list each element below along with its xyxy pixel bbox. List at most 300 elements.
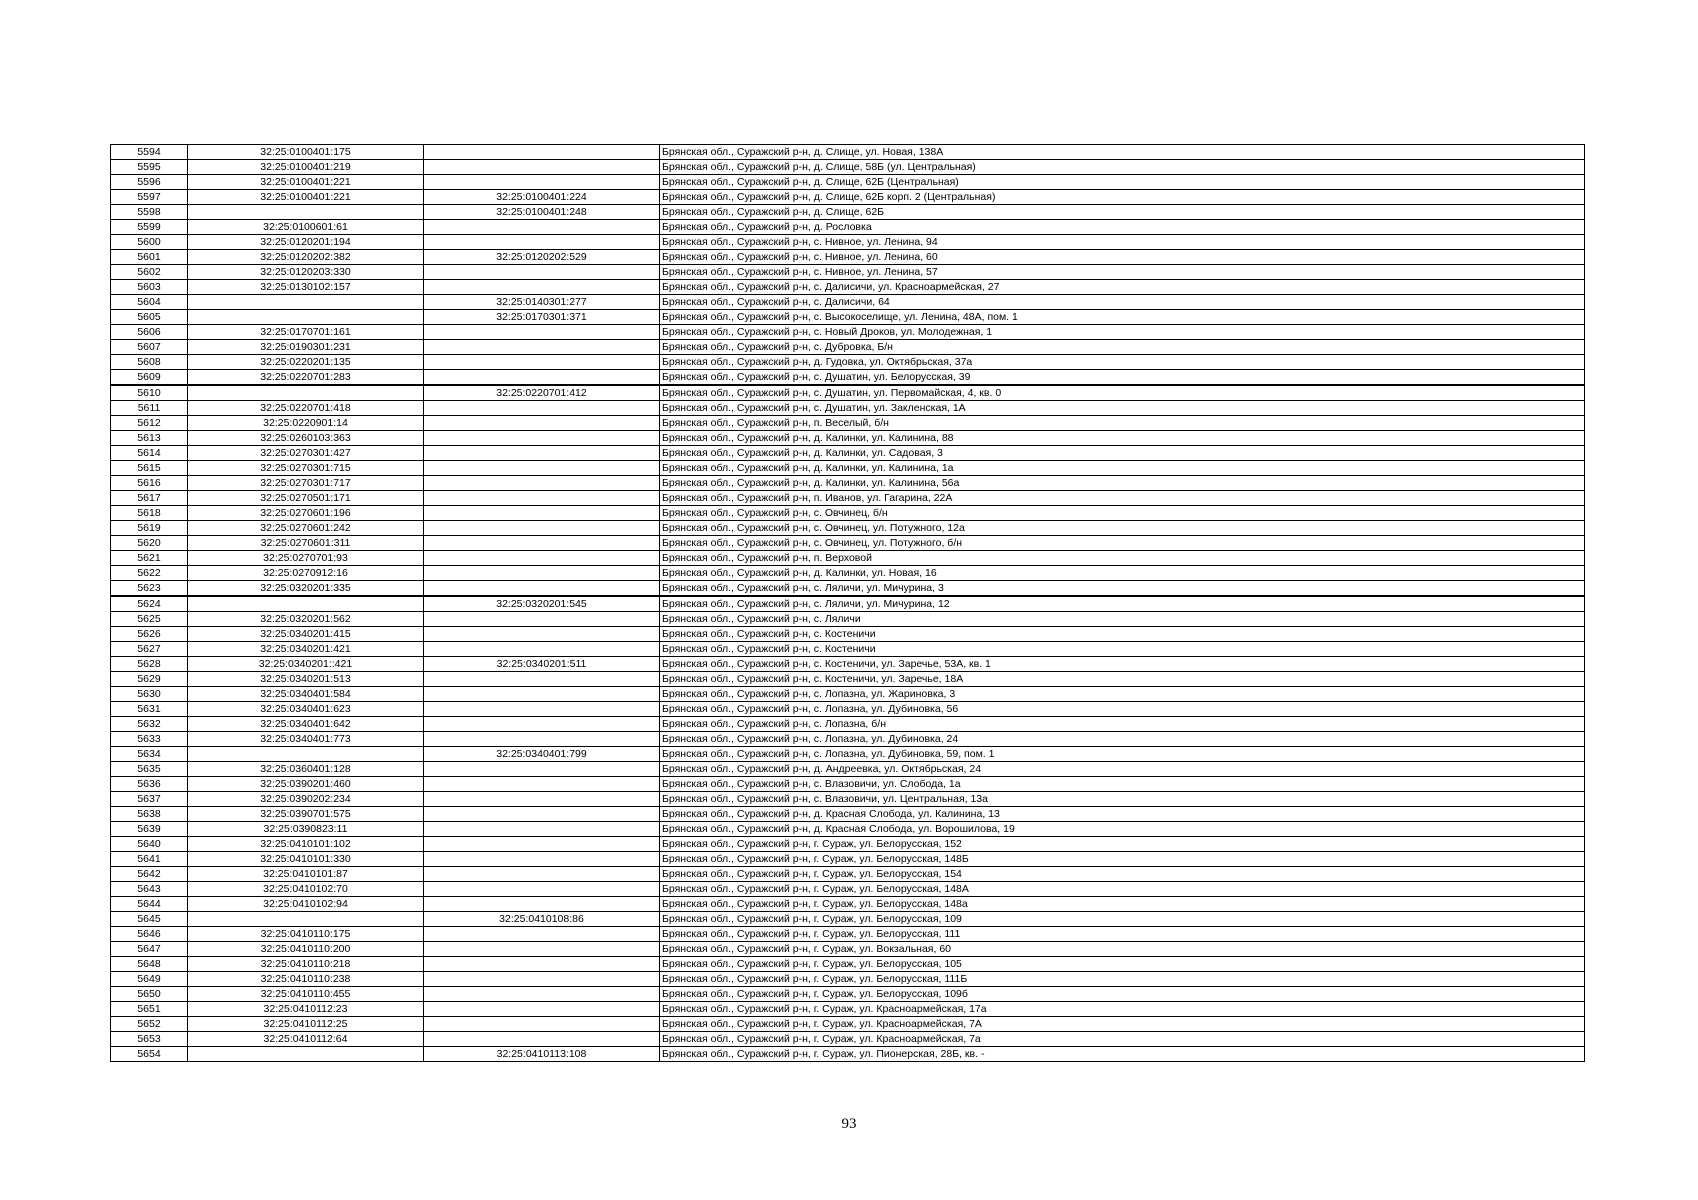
table-row: [111, 265, 1585, 280]
cadastral-number-cell: 32:25:0410112:25: [188, 1017, 424, 1032]
table-row: [111, 385, 1585, 401]
row-number-cell: 5625: [111, 612, 188, 627]
address-cell: Брянская обл., Суражский р-н, с. Влазовичи, ул. Центральная, 13а: [660, 792, 1585, 807]
table-row: [111, 732, 1585, 747]
address-cell: Брянская обл., Суражский р-н, д. Калинки, ул. Калинина, 56а: [660, 476, 1585, 491]
row-number-cell: 5642: [111, 867, 188, 882]
related-cadastral-number-cell: [424, 1017, 660, 1032]
address-cell: Брянская обл., Суражский р-н, п. Иванов, ул. Гагарина, 22А: [660, 491, 1585, 506]
related-cadastral-number-cell: [424, 867, 660, 882]
cadastral-number-cell: 32:25:0340401:623: [188, 702, 424, 717]
table-row: [111, 837, 1585, 852]
row-number-cell: 5603: [111, 280, 188, 295]
related-cadastral-number-cell: [424, 1002, 660, 1017]
cadastral-number-cell: 32:25:0270501:171: [188, 491, 424, 506]
table-row: [111, 295, 1585, 310]
address-cell: Брянская обл., Суражский р-н, д. Слище, 62Б (Центральная): [660, 175, 1585, 190]
table-row: [111, 657, 1585, 672]
row-number-cell: 5608: [111, 355, 188, 370]
related-cadastral-number-cell: [424, 732, 660, 747]
table-row: [111, 1047, 1585, 1062]
related-cadastral-number-cell: [424, 325, 660, 340]
table-row: [111, 987, 1585, 1002]
address-cell: Брянская обл., Суражский р-н, с. Ляличи: [660, 612, 1585, 627]
row-number-cell: 5595: [111, 160, 188, 175]
cadastral-number-cell: 32:25:0410110:218: [188, 957, 424, 972]
table-row: [111, 506, 1585, 521]
table-row: [111, 325, 1585, 340]
related-cadastral-number-cell: [424, 822, 660, 837]
row-number-cell: 5634: [111, 747, 188, 762]
row-number-cell: 5602: [111, 265, 188, 280]
address-cell: Брянская обл., Суражский р-н, г. Сураж, ул. Белорусская, 148а: [660, 897, 1585, 912]
row-number-cell: 5609: [111, 370, 188, 386]
related-cadastral-number-cell: [424, 551, 660, 566]
row-number-cell: 5650: [111, 987, 188, 1002]
address-cell: Брянская обл., Суражский р-н, г. Сураж, ул. Вокзальная, 60: [660, 942, 1585, 957]
cadastral-number-cell: 32:25:0130102:157: [188, 280, 424, 295]
table-row: [111, 927, 1585, 942]
table-row: [111, 310, 1585, 325]
address-cell: Брянская обл., Суражский р-н, д. Слище, 62Б корп. 2 (Центральная): [660, 190, 1585, 205]
cadastral-number-cell: 32:25:0270601:196: [188, 506, 424, 521]
cadastral-number-cell: 32:25:0100401:221: [188, 175, 424, 190]
table-row: [111, 627, 1585, 642]
address-cell: Брянская обл., Суражский р-н, с. Ляличи, ул. Мичурина, 3: [660, 581, 1585, 597]
related-cadastral-number-cell: [424, 687, 660, 702]
address-cell: Брянская обл., Суражский р-н, с. Овчинец, ул. Потужного, б/н: [660, 536, 1585, 551]
address-cell: Брянская обл., Суражский р-н, г. Сураж, ул. Красноармейская, 7А: [660, 1017, 1585, 1032]
cadastral-number-cell: 32:25:0410101:87: [188, 867, 424, 882]
table-row: [111, 882, 1585, 897]
address-cell: Брянская обл., Суражский р-н, с. Новый Дроков, ул. Молодежная, 1: [660, 325, 1585, 340]
row-number-cell: 5594: [111, 145, 188, 160]
address-cell: Брянская обл., Суражский р-н, с. Нивное, ул. Ленина, 94: [660, 235, 1585, 250]
address-cell: Брянская обл., Суражский р-н, д. Красная Слобода, ул. Ворошилова, 19: [660, 822, 1585, 837]
row-number-cell: 5610: [111, 385, 188, 401]
cadastral-number-cell: 32:25:0390201:460: [188, 777, 424, 792]
cadastral-number-cell: 32:25:0270301:717: [188, 476, 424, 491]
table-row: [111, 551, 1585, 566]
related-cadastral-number-cell: 32:25:0340401:799: [424, 747, 660, 762]
related-cadastral-number-cell: 32:25:0100401:224: [424, 190, 660, 205]
table-row: [111, 642, 1585, 657]
page-number: 93: [841, 1116, 857, 1132]
cadastral-number-cell: 32:25:0340201:513: [188, 672, 424, 687]
row-number-cell: 5619: [111, 521, 188, 536]
related-cadastral-number-cell: [424, 401, 660, 416]
related-cadastral-number-cell: [424, 927, 660, 942]
row-number-cell: 5645: [111, 912, 188, 927]
address-cell: Брянская обл., Суражский р-н, д. Калинки, ул. Калинина, 1а: [660, 461, 1585, 476]
table-row: [111, 672, 1585, 687]
table-row: [111, 370, 1585, 386]
row-number-cell: 5648: [111, 957, 188, 972]
address-cell: Брянская обл., Суражский р-н, с. Костеничи, ул. Заречье, 18А: [660, 672, 1585, 687]
address-cell: Брянская обл., Суражский р-н, д. Калинки, ул. Новая, 16: [660, 566, 1585, 581]
related-cadastral-number-cell: [424, 672, 660, 687]
related-cadastral-number-cell: [424, 566, 660, 581]
cadastral-number-cell: 32:25:0340201:421: [188, 642, 424, 657]
table-row: [111, 852, 1585, 867]
table-row: [111, 280, 1585, 295]
row-number-cell: 5624: [111, 596, 188, 612]
row-number-cell: 5637: [111, 792, 188, 807]
cadastral-number-cell: 32:25:0410110:238: [188, 972, 424, 987]
related-cadastral-number-cell: [424, 942, 660, 957]
address-cell: Брянская обл., Суражский р-н, д. Калинки, ул. Калинина, 88: [660, 431, 1585, 446]
related-cadastral-number-cell: [424, 642, 660, 657]
cadastral-number-cell: 32:25:0360401:128: [188, 762, 424, 777]
related-cadastral-number-cell: 32:25:0340201:511: [424, 657, 660, 672]
related-cadastral-number-cell: 32:25:0410108:86: [424, 912, 660, 927]
cadastral-number-cell: 32:25:0270301:715: [188, 461, 424, 476]
address-cell: Брянская обл., Суражский р-н, с. Далисичи, 64: [660, 295, 1585, 310]
cadastral-number-cell: [188, 295, 424, 310]
related-cadastral-number-cell: [424, 521, 660, 536]
cadastral-number-cell: 32:25:0390701:575: [188, 807, 424, 822]
related-cadastral-number-cell: [424, 987, 660, 1002]
related-cadastral-number-cell: [424, 416, 660, 431]
row-number-cell: 5613: [111, 431, 188, 446]
table-row: [111, 220, 1585, 235]
address-cell: Брянская обл., Суражский р-н, с. Костеничи: [660, 642, 1585, 657]
related-cadastral-number-cell: [424, 792, 660, 807]
cadastral-number-cell: [188, 1047, 424, 1062]
related-cadastral-number-cell: [424, 220, 660, 235]
cadastral-number-cell: 32:25:0410110:200: [188, 942, 424, 957]
row-number-cell: 5597: [111, 190, 188, 205]
cadastral-number-cell: 32:25:0340401:642: [188, 717, 424, 732]
table-row: [111, 160, 1585, 175]
row-number-cell: 5598: [111, 205, 188, 220]
cadastral-number-cell: [188, 310, 424, 325]
address-cell: Брянская обл., Суражский р-н, г. Сураж, ул. Белорусская, 109б: [660, 987, 1585, 1002]
table-row: [111, 190, 1585, 205]
table-row: [111, 355, 1585, 370]
address-cell: Брянская обл., Суражский р-н, с. Нивное, ул. Ленина, 57: [660, 265, 1585, 280]
address-cell: Брянская обл., Суражский р-н, с. Нивное, ул. Ленина, 60: [660, 250, 1585, 265]
row-number-cell: 5628: [111, 657, 188, 672]
address-cell: Брянская обл., Суражский р-н, г. Сураж, ул. Белорусская, 105: [660, 957, 1585, 972]
table-row: [111, 205, 1585, 220]
related-cadastral-number-cell: [424, 852, 660, 867]
registry-table-body: [111, 145, 1585, 1062]
address-cell: Брянская обл., Суражский р-н, г. Сураж, ул. Белорусская, 111Б: [660, 972, 1585, 987]
address-cell: Брянская обл., Суражский р-н, г. Сураж, ул. Белорусская, 148А: [660, 882, 1585, 897]
cadastral-number-cell: 32:25:0410101:330: [188, 852, 424, 867]
address-cell: Брянская обл., Суражский р-н, с. Лопазна, ул. Жариновка, 3: [660, 687, 1585, 702]
table-row: [111, 250, 1585, 265]
row-number-cell: 5644: [111, 897, 188, 912]
address-cell: Брянская обл., Суражский р-н, г. Сураж, ул. Белорусская, 111: [660, 927, 1585, 942]
cadastral-number-cell: 32:25:0270912:16: [188, 566, 424, 581]
table-row: [111, 1017, 1585, 1032]
related-cadastral-number-cell: [424, 446, 660, 461]
address-cell: Брянская обл., Суражский р-н, с. Костеничи: [660, 627, 1585, 642]
cadastral-number-cell: 32:25:0270701:93: [188, 551, 424, 566]
table-row: [111, 1032, 1585, 1047]
row-number-cell: 5605: [111, 310, 188, 325]
related-cadastral-number-cell: [424, 461, 660, 476]
related-cadastral-number-cell: [424, 762, 660, 777]
related-cadastral-number-cell: [424, 777, 660, 792]
cadastral-number-cell: 32:25:0320201:562: [188, 612, 424, 627]
row-number-cell: 5612: [111, 416, 188, 431]
row-number-cell: 5617: [111, 491, 188, 506]
row-number-cell: 5633: [111, 732, 188, 747]
cadastral-number-cell: 32:25:0220701:418: [188, 401, 424, 416]
row-number-cell: 5629: [111, 672, 188, 687]
table-row: [111, 687, 1585, 702]
row-number-cell: 5641: [111, 852, 188, 867]
related-cadastral-number-cell: [424, 235, 660, 250]
related-cadastral-number-cell: [424, 581, 660, 597]
row-number-cell: 5615: [111, 461, 188, 476]
table-row: [111, 536, 1585, 551]
address-cell: Брянская обл., Суражский р-н, с. Ляличи, ул. Мичурина, 12: [660, 596, 1585, 612]
table-row: [111, 972, 1585, 987]
address-cell: Брянская обл., Суражский р-н, д. Гудовка, ул. Октябрьская, 37а: [660, 355, 1585, 370]
table-row: [111, 747, 1585, 762]
address-cell: Брянская обл., Суражский р-н, г. Сураж, ул. Красноармейская, 7а: [660, 1032, 1585, 1047]
table-row: [111, 792, 1585, 807]
row-number-cell: 5596: [111, 175, 188, 190]
row-number-cell: 5623: [111, 581, 188, 597]
related-cadastral-number-cell: [424, 476, 660, 491]
row-number-cell: 5621: [111, 551, 188, 566]
cadastral-number-cell: 32:25:0320201:335: [188, 581, 424, 597]
row-number-cell: 5649: [111, 972, 188, 987]
address-cell: Брянская обл., Суражский р-н, д. Слище, ул. Новая, 138А: [660, 145, 1585, 160]
cadastral-number-cell: [188, 205, 424, 220]
cadastral-number-cell: 32:25:0260103:363: [188, 431, 424, 446]
related-cadastral-number-cell: [424, 265, 660, 280]
row-number-cell: 5626: [111, 627, 188, 642]
row-number-cell: 5647: [111, 942, 188, 957]
related-cadastral-number-cell: 32:25:0320201:545: [424, 596, 660, 612]
address-cell: Брянская обл., Суражский р-н, г. Сураж, ул. Белорусская, 109: [660, 912, 1585, 927]
table-row: [111, 416, 1585, 431]
address-cell: Брянская обл., Суражский р-н, с. Влазовичи, ул. Слобода, 1а: [660, 777, 1585, 792]
table-row: [111, 612, 1585, 627]
cadastral-number-cell: [188, 747, 424, 762]
cadastral-number-cell: 32:25:0340401:773: [188, 732, 424, 747]
related-cadastral-number-cell: [424, 280, 660, 295]
related-cadastral-number-cell: [424, 897, 660, 912]
table-row: [111, 566, 1585, 581]
row-number-cell: 5653: [111, 1032, 188, 1047]
cadastral-number-cell: 32:25:0270601:242: [188, 521, 424, 536]
cadastral-number-cell: 32:25:0390823:11: [188, 822, 424, 837]
table-row: [111, 340, 1585, 355]
address-cell: Брянская обл., Суражский р-н, с. Высокоселище, ул. Ленина, 48А, пом. 1: [660, 310, 1585, 325]
cadastral-number-cell: 32:25:0100401:219: [188, 160, 424, 175]
table-row: [111, 702, 1585, 717]
row-number-cell: 5614: [111, 446, 188, 461]
row-number-cell: 5640: [111, 837, 188, 852]
cadastral-number-cell: 32:25:0410102:94: [188, 897, 424, 912]
related-cadastral-number-cell: [424, 370, 660, 386]
table-row: [111, 476, 1585, 491]
row-number-cell: 5630: [111, 687, 188, 702]
table-row: [111, 867, 1585, 882]
cadastral-number-cell: 32:25:0120201:194: [188, 235, 424, 250]
address-cell: Брянская обл., Суражский р-н, с. Душатин, ул. Белорусская, 39: [660, 370, 1585, 386]
table-row: [111, 401, 1585, 416]
row-number-cell: 5600: [111, 235, 188, 250]
table-row: [111, 461, 1585, 476]
cadastral-number-cell: 32:25:0220701:283: [188, 370, 424, 386]
cadastral-number-cell: 32:25:0340401:584: [188, 687, 424, 702]
address-cell: Брянская обл., Суражский р-н, г. Сураж, ул. Белорусская, 148Б: [660, 852, 1585, 867]
row-number-cell: 5632: [111, 717, 188, 732]
table-row: [111, 807, 1585, 822]
row-number-cell: 5601: [111, 250, 188, 265]
cadastral-number-cell: 32:25:0390202:234: [188, 792, 424, 807]
cadastral-number-cell: 32:25:0120202:382: [188, 250, 424, 265]
related-cadastral-number-cell: [424, 807, 660, 822]
address-cell: Брянская обл., Суражский р-н, г. Сураж, ул. Пионерская, 28Б, кв. -: [660, 1047, 1585, 1062]
row-number-cell: 5652: [111, 1017, 188, 1032]
row-number-cell: 5618: [111, 506, 188, 521]
address-cell: Брянская обл., Суражский р-н, д. Рословка: [660, 220, 1585, 235]
row-number-cell: 5611: [111, 401, 188, 416]
cadastral-number-cell: 32:25:0410110:455: [188, 987, 424, 1002]
row-number-cell: 5616: [111, 476, 188, 491]
row-number-cell: 5636: [111, 777, 188, 792]
table-row: [111, 762, 1585, 777]
related-cadastral-number-cell: [424, 957, 660, 972]
table-row: [111, 912, 1585, 927]
related-cadastral-number-cell: [424, 355, 660, 370]
address-cell: Брянская обл., Суражский р-н, г. Сураж, ул. Белорусская, 154: [660, 867, 1585, 882]
table-row: [111, 581, 1585, 597]
row-number-cell: 5638: [111, 807, 188, 822]
related-cadastral-number-cell: [424, 837, 660, 852]
address-cell: Брянская обл., Суражский р-н, с. Лопазна, ул. Дубиновка, 24: [660, 732, 1585, 747]
table-row: [111, 521, 1585, 536]
row-number-cell: 5651: [111, 1002, 188, 1017]
related-cadastral-number-cell: 32:25:0410113:108: [424, 1047, 660, 1062]
cadastral-number-cell: 32:25:0410112:64: [188, 1032, 424, 1047]
address-cell: Брянская обл., Суражский р-н, д. Слище, 62Б: [660, 205, 1585, 220]
table-row: [111, 957, 1585, 972]
related-cadastral-number-cell: [424, 717, 660, 732]
related-cadastral-number-cell: [424, 612, 660, 627]
table-row: [111, 596, 1585, 612]
related-cadastral-number-cell: 32:25:0140301:277: [424, 295, 660, 310]
row-number-cell: 5654: [111, 1047, 188, 1062]
related-cadastral-number-cell: [424, 972, 660, 987]
cadastral-number-cell: 32:25:0410110:175: [188, 927, 424, 942]
row-number-cell: 5604: [111, 295, 188, 310]
row-number-cell: 5643: [111, 882, 188, 897]
table-row: [111, 822, 1585, 837]
table-row: [111, 717, 1585, 732]
table-row: [111, 446, 1585, 461]
address-cell: Брянская обл., Суражский р-н, п. Верховой: [660, 551, 1585, 566]
table-row: [111, 777, 1585, 792]
cadastral-number-cell: 32:25:0270301:427: [188, 446, 424, 461]
table-row: [111, 235, 1585, 250]
row-number-cell: 5599: [111, 220, 188, 235]
table-row: [111, 491, 1585, 506]
related-cadastral-number-cell: [424, 882, 660, 897]
cadastral-number-cell: [188, 912, 424, 927]
related-cadastral-number-cell: 32:25:0170301:371: [424, 310, 660, 325]
address-cell: Брянская обл., Суражский р-н, п. Веселый, б/н: [660, 416, 1585, 431]
cadastral-number-cell: 32:25:0410101:102: [188, 837, 424, 852]
address-cell: Брянская обл., Суражский р-н, с. Лопазна, ул. Дубиновка, 56: [660, 702, 1585, 717]
address-cell: Брянская обл., Суражский р-н, с. Лопазна, ул. Дубиновка, 59, пом. 1: [660, 747, 1585, 762]
address-cell: Брянская обл., Суражский р-н, с. Овчинец, б/н: [660, 506, 1585, 521]
cadastral-number-cell: 32:25:0100401:221: [188, 190, 424, 205]
related-cadastral-number-cell: [424, 702, 660, 717]
address-cell: Брянская обл., Суражский р-н, д. Красная Слобода, ул. Калинина, 13: [660, 807, 1585, 822]
cadastral-number-cell: 32:25:0190301:231: [188, 340, 424, 355]
cadastral-number-cell: 32:25:0270601:311: [188, 536, 424, 551]
related-cadastral-number-cell: [424, 491, 660, 506]
cadastral-number-cell: 32:25:0170701:161: [188, 325, 424, 340]
cadastral-number-cell: 32:25:0340201:415: [188, 627, 424, 642]
cadastral-number-cell: 32:25:0220901:14: [188, 416, 424, 431]
cadastral-number-cell: 32:25:0340201::421: [188, 657, 424, 672]
related-cadastral-number-cell: [424, 536, 660, 551]
address-cell: Брянская обл., Суражский р-н, с. Лопазна, б/н: [660, 717, 1585, 732]
table-row: [111, 431, 1585, 446]
related-cadastral-number-cell: [424, 627, 660, 642]
cadastral-number-cell: 32:25:0100601:61: [188, 220, 424, 235]
address-cell: Брянская обл., Суражский р-н, г. Сураж, ул. Красноармейская, 17а: [660, 1002, 1585, 1017]
address-cell: Брянская обл., Суражский р-н, с. Душатин, ул. Первомайская, 4, кв. 0: [660, 385, 1585, 401]
address-cell: Брянская обл., Суражский р-н, с. Душатин, ул. Закленская, 1А: [660, 401, 1585, 416]
cadastral-number-cell: 32:25:0220201:135: [188, 355, 424, 370]
address-cell: Брянская обл., Суражский р-н, д. Андреевка, ул. Октябрьская, 24: [660, 762, 1585, 777]
cadastral-number-cell: 32:25:0100401:175: [188, 145, 424, 160]
table-row: [111, 897, 1585, 912]
related-cadastral-number-cell: 32:25:0220701:412: [424, 385, 660, 401]
cadastral-number-cell: [188, 596, 424, 612]
related-cadastral-number-cell: [424, 1032, 660, 1047]
address-cell: Брянская обл., Суражский р-н, д. Слище, 58Б (ул. Центральная): [660, 160, 1585, 175]
related-cadastral-number-cell: [424, 145, 660, 160]
related-cadastral-number-cell: [424, 340, 660, 355]
address-cell: Брянская обл., Суражский р-н, с. Далисичи, ул. Красноармейская, 27: [660, 280, 1585, 295]
row-number-cell: 5620: [111, 536, 188, 551]
address-cell: Брянская обл., Суражский р-н, с. Дубровка, Б/н: [660, 340, 1585, 355]
related-cadastral-number-cell: [424, 175, 660, 190]
related-cadastral-number-cell: [424, 160, 660, 175]
row-number-cell: 5622: [111, 566, 188, 581]
related-cadastral-number-cell: 32:25:0100401:248: [424, 205, 660, 220]
related-cadastral-number-cell: [424, 431, 660, 446]
cadastral-number-cell: 32:25:0120203:330: [188, 265, 424, 280]
table-row: [111, 942, 1585, 957]
address-cell: Брянская обл., Суражский р-н, с. Овчинец, ул. Потужного, 12а: [660, 521, 1585, 536]
row-number-cell: 5635: [111, 762, 188, 777]
address-cell: Брянская обл., Суражский р-н, с. Костеничи, ул. Заречье, 53А, кв. 1: [660, 657, 1585, 672]
related-cadastral-number-cell: 32:25:0120202:529: [424, 250, 660, 265]
cadastral-number-cell: 32:25:0410112:23: [188, 1002, 424, 1017]
row-number-cell: 5627: [111, 642, 188, 657]
table-row: [111, 145, 1585, 160]
registry-table: [110, 144, 1585, 1062]
address-cell: Брянская обл., Суражский р-н, г. Сураж, ул. Белорусская, 152: [660, 837, 1585, 852]
cadastral-number-cell: [188, 385, 424, 401]
address-cell: Брянская обл., Суражский р-н, д. Калинки, ул. Садовая, 3: [660, 446, 1585, 461]
row-number-cell: 5607: [111, 340, 188, 355]
